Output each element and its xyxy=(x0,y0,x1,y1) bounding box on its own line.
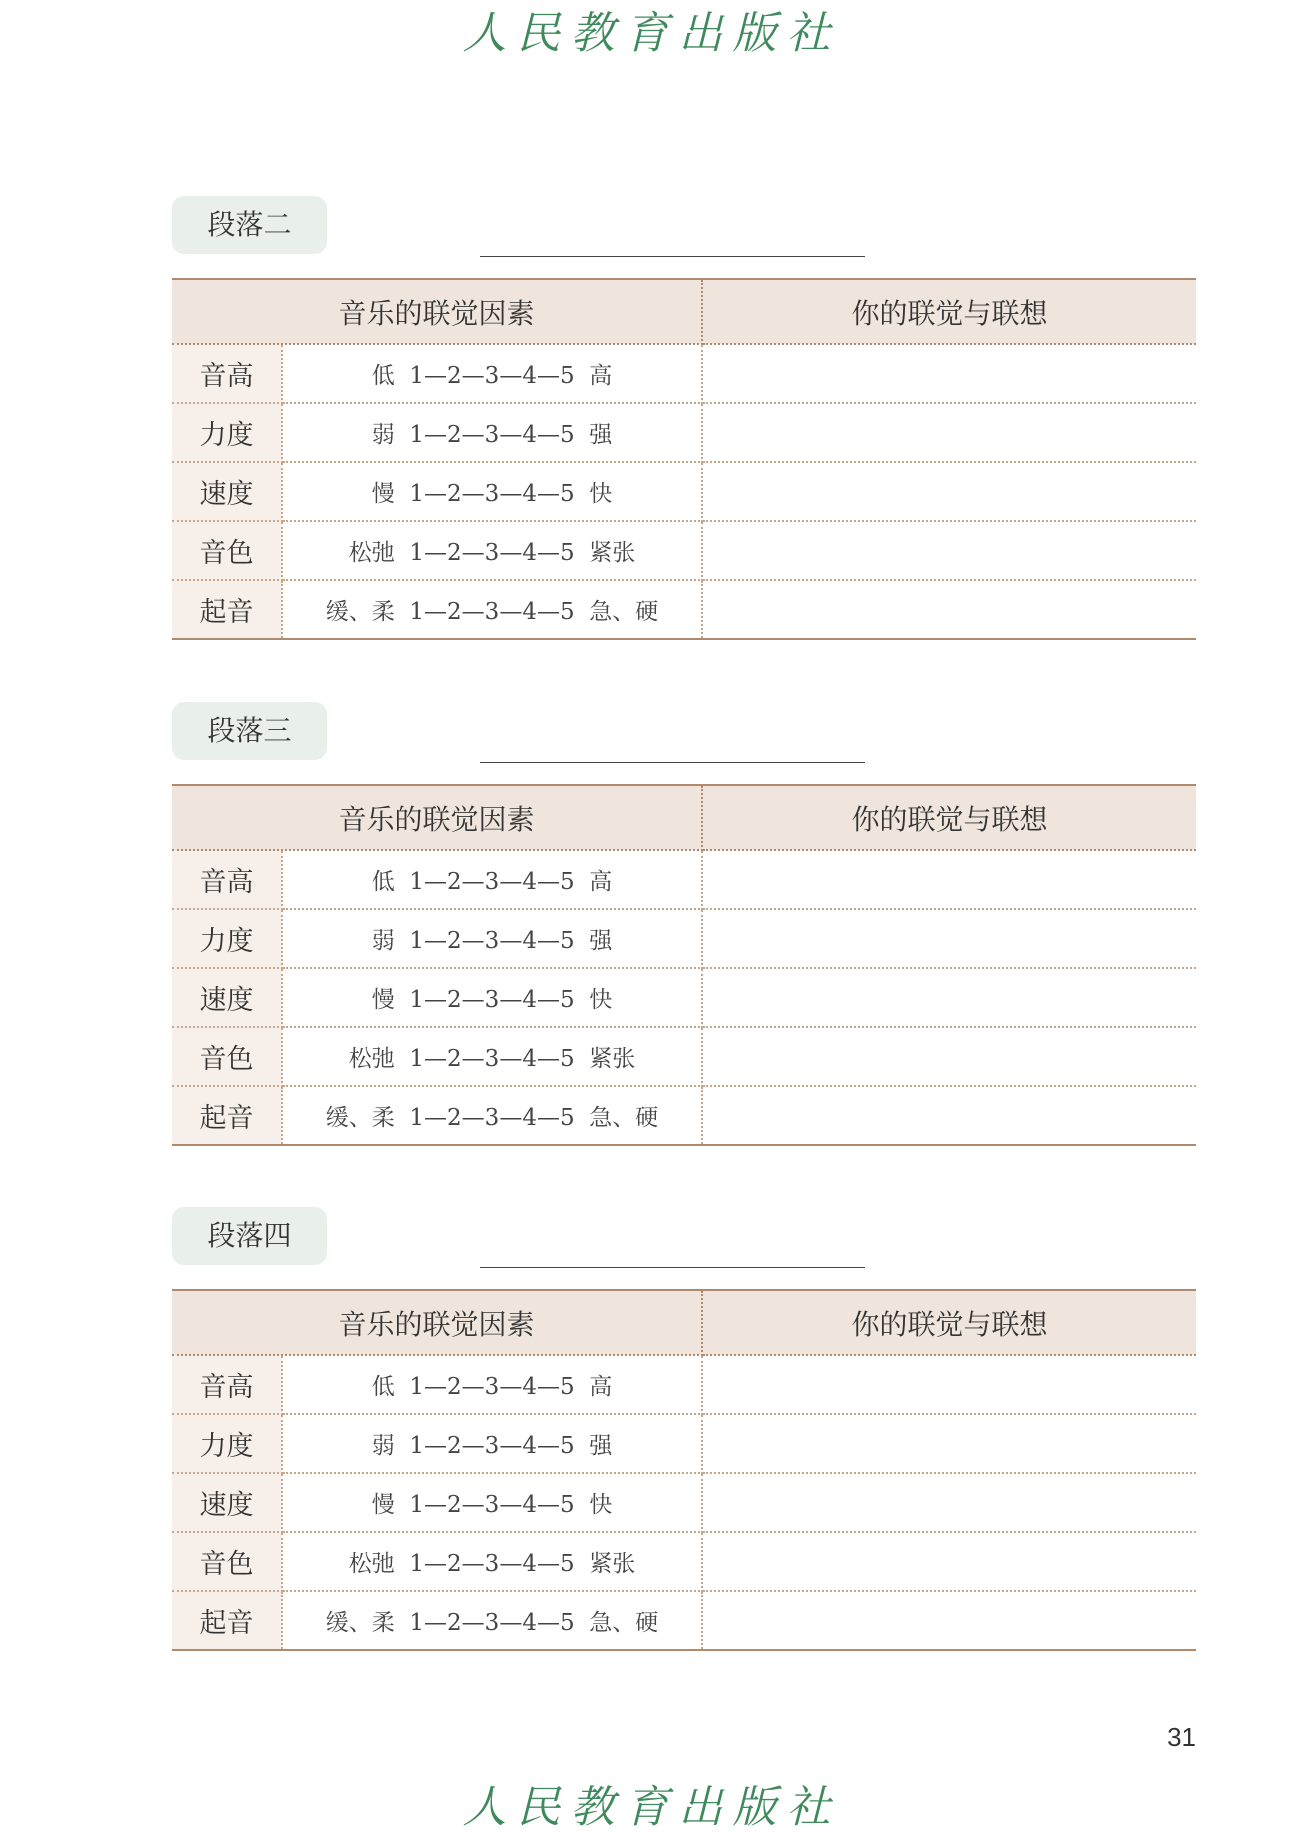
answer-cell[interactable] xyxy=(702,968,1196,1027)
section-label: 段落三 xyxy=(172,702,327,760)
table-row xyxy=(172,580,1196,639)
attribute-label: 速度 xyxy=(172,1473,282,1532)
table-row xyxy=(172,850,1196,909)
section-label: 段落二 xyxy=(172,196,327,254)
table-row xyxy=(172,909,1196,968)
rating-scale: 缓、柔 1—2—3—4—5 急、硬 xyxy=(282,1086,702,1145)
table-row xyxy=(172,521,1196,580)
header-factors: 音乐的联觉因素 xyxy=(172,279,702,344)
rating-scale: 松弛 1—2—3—4—5 紧张 xyxy=(282,1532,702,1591)
answer-blank-line[interactable] xyxy=(480,1267,865,1268)
rating-scale: 缓、柔 1—2—3—4—5 急、硬 xyxy=(282,580,702,639)
attribute-label: 起音 xyxy=(172,1086,282,1145)
table-row xyxy=(172,1414,1196,1473)
synesthesia-table xyxy=(172,278,1196,640)
answer-blank-line[interactable] xyxy=(480,256,865,257)
table-row xyxy=(172,1355,1196,1414)
section-paragraph-2 xyxy=(172,196,1196,652)
answer-blank-line[interactable] xyxy=(480,762,865,763)
answer-cell[interactable] xyxy=(702,580,1196,639)
answer-cell[interactable] xyxy=(702,403,1196,462)
attribute-label: 速度 xyxy=(172,462,282,521)
attribute-label: 音色 xyxy=(172,521,282,580)
attribute-label: 音高 xyxy=(172,850,282,909)
answer-cell[interactable] xyxy=(702,1027,1196,1086)
attribute-label: 音高 xyxy=(172,344,282,403)
header-associations: 你的联觉与联想 xyxy=(702,279,1196,344)
rating-scale: 弱 1—2—3—4—5 强 xyxy=(282,1414,702,1473)
answer-cell[interactable] xyxy=(702,850,1196,909)
rating-scale: 弱 1—2—3—4—5 强 xyxy=(282,909,702,968)
rating-scale: 慢 1—2—3—4—5 快 xyxy=(282,1473,702,1532)
answer-cell[interactable] xyxy=(702,344,1196,403)
header-factors: 音乐的联觉因素 xyxy=(172,785,702,850)
header-associations: 你的联觉与联想 xyxy=(702,1290,1196,1355)
rating-scale: 松弛 1—2—3—4—5 紧张 xyxy=(282,521,702,580)
rating-scale: 弱 1—2—3—4—5 强 xyxy=(282,403,702,462)
attribute-label: 音色 xyxy=(172,1027,282,1086)
answer-cell[interactable] xyxy=(702,1532,1196,1591)
attribute-label: 力度 xyxy=(172,909,282,968)
page-number: 31 xyxy=(1167,1722,1196,1752)
rating-scale: 慢 1—2—3—4—5 快 xyxy=(282,968,702,1027)
publisher-logo-top: 人民教育出版社 xyxy=(462,8,841,59)
answer-cell[interactable] xyxy=(702,1591,1196,1650)
table-row xyxy=(172,344,1196,403)
rating-scale: 低 1—2—3—4—5 高 xyxy=(282,1355,702,1414)
table-row xyxy=(172,1027,1196,1086)
table-row xyxy=(172,1532,1196,1591)
table-row xyxy=(172,1086,1196,1145)
table-row xyxy=(172,968,1196,1027)
rating-scale: 慢 1—2—3—4—5 快 xyxy=(282,462,702,521)
header-associations: 你的联觉与联想 xyxy=(702,785,1196,850)
attribute-label: 力度 xyxy=(172,403,282,462)
table-row xyxy=(172,1473,1196,1532)
answer-cell[interactable] xyxy=(702,521,1196,580)
synesthesia-table xyxy=(172,784,1196,1146)
rating-scale: 缓、柔 1—2—3—4—5 急、硬 xyxy=(282,1591,702,1650)
section-paragraph-3 xyxy=(172,702,1196,1158)
answer-cell[interactable] xyxy=(702,1414,1196,1473)
answer-cell[interactable] xyxy=(702,1086,1196,1145)
table-row xyxy=(172,462,1196,521)
answer-cell[interactable] xyxy=(702,462,1196,521)
rating-scale: 低 1—2—3—4—5 高 xyxy=(282,344,702,403)
answer-cell[interactable] xyxy=(702,1355,1196,1414)
answer-cell[interactable] xyxy=(702,909,1196,968)
attribute-label: 音色 xyxy=(172,1532,282,1591)
header-factors: 音乐的联觉因素 xyxy=(172,1290,702,1355)
synesthesia-table xyxy=(172,1289,1196,1651)
attribute-label: 起音 xyxy=(172,580,282,639)
section-paragraph-4 xyxy=(172,1207,1196,1663)
attribute-label: 起音 xyxy=(172,1591,282,1650)
rating-scale: 松弛 1—2—3—4—5 紧张 xyxy=(282,1027,702,1086)
table-row xyxy=(172,403,1196,462)
rating-scale: 低 1—2—3—4—5 高 xyxy=(282,850,702,909)
section-label: 段落四 xyxy=(172,1207,327,1265)
table-row xyxy=(172,1591,1196,1650)
publisher-logo-bottom: 人民教育出版社 xyxy=(462,1782,841,1833)
attribute-label: 音高 xyxy=(172,1355,282,1414)
answer-cell[interactable] xyxy=(702,1473,1196,1532)
attribute-label: 速度 xyxy=(172,968,282,1027)
attribute-label: 力度 xyxy=(172,1414,282,1473)
